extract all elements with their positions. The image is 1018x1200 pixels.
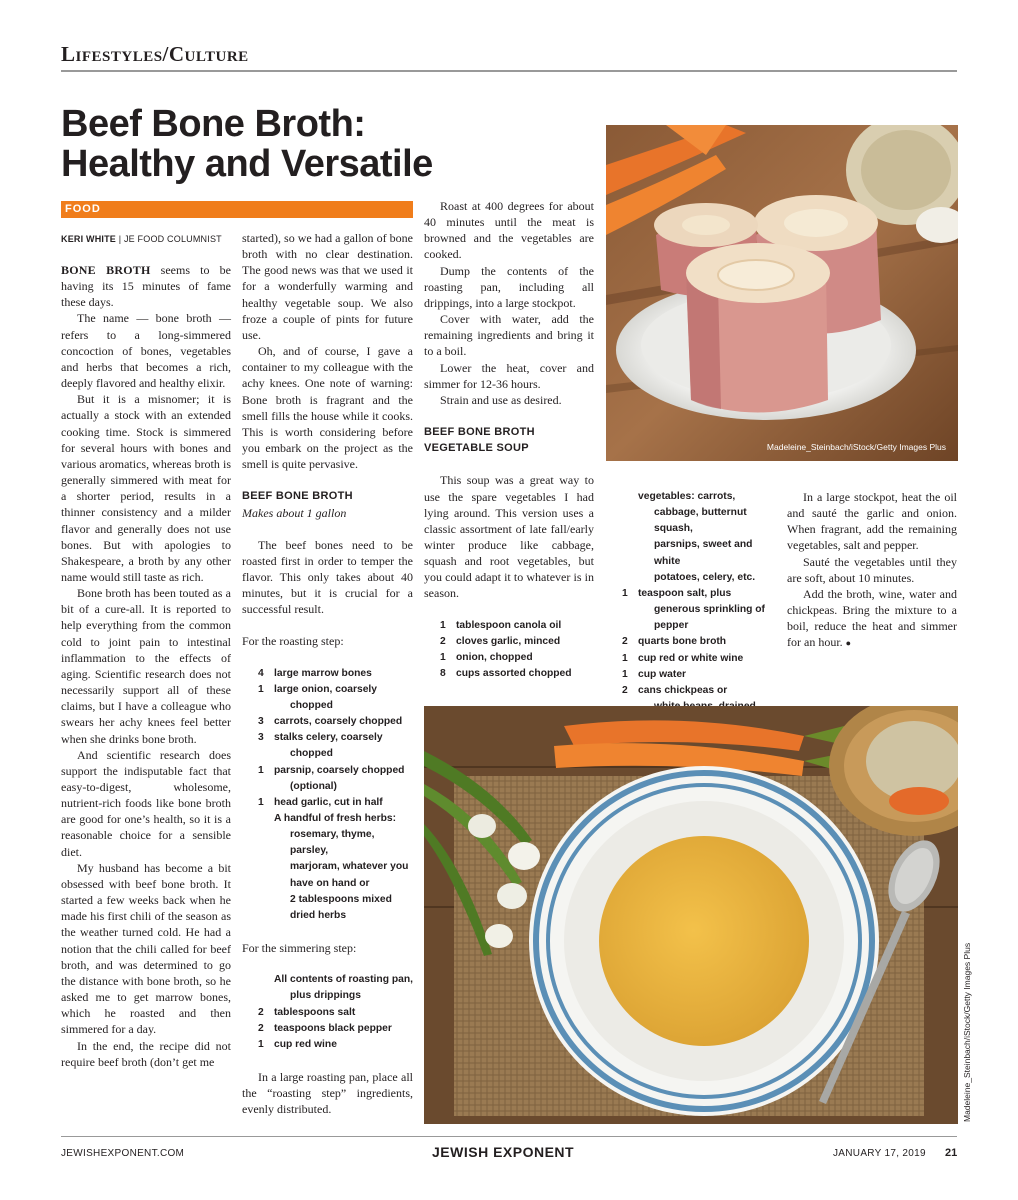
- ingredient-text: plus drippings: [290, 990, 361, 1002]
- marrow-bones-illustration: [606, 125, 958, 461]
- ingredient-line: [622, 683, 778, 699]
- ingredient-quantity: 3: [258, 732, 264, 744]
- article-headline: [61, 104, 581, 184]
- ingredient-line: [258, 746, 413, 762]
- ingredient-line: [622, 602, 778, 618]
- page-number: 21: [945, 1147, 958, 1159]
- paragraph: started), so we had a gallon of bone broth with no clear destination. The good news was that we used it for a wonderfully warming and healthy vegetable soup. We also froze a couple of pints for future use.: [242, 231, 413, 342]
- ingredient-text: chopped: [290, 699, 333, 711]
- ingredient-line: [258, 876, 413, 892]
- recipe-title: BEEF BONE BROTH: [424, 426, 535, 439]
- byline-separator: |: [118, 234, 122, 244]
- ingredient-line: [258, 779, 413, 795]
- ingredient-line: [258, 730, 413, 746]
- ingredient-text: rosemary, thyme, parsley,: [290, 829, 375, 857]
- author-name: KERI WHITE: [61, 234, 116, 244]
- ingredient-quantity: 1: [622, 668, 628, 680]
- ingredient-quantity: 2: [622, 684, 628, 696]
- header-rule: [61, 70, 957, 72]
- headline-line-2: Healthy and Versatile: [61, 143, 433, 185]
- article-column-5: [787, 489, 957, 652]
- ingredient-text: All contents of roasting pan,: [274, 974, 414, 986]
- ingredient-text: stalks celery, coarsely: [274, 732, 383, 744]
- ingredient-quantity: [622, 618, 638, 634]
- ingredient-text: (optional): [290, 780, 337, 792]
- ingredient-quantity: [258, 972, 274, 988]
- ingredient-line: [622, 586, 778, 602]
- footer-rule: [61, 1136, 957, 1137]
- spacer: [242, 472, 413, 488]
- paragraph: Oh, and of course, I gave a container to my colleague with the achy knees. One note of warning: Bone broth is fragrant and the smell fills the house while it cooks. This is worth considering before you embark on the project as the smell is quite pervasive.: [242, 344, 413, 472]
- article-column-1: [61, 262, 231, 1070]
- ingredient-text: cup red or white wine: [638, 652, 744, 664]
- paragraph: Dump the contents of the roasting pan, including all drippings, into a large stockpot.: [424, 263, 594, 310]
- ingredient-line: [622, 537, 778, 569]
- paragraph: Cover with water, add the remaining ingredients and bring it to a boil.: [424, 312, 594, 359]
- ingredient-text: cup water: [638, 668, 687, 680]
- ingredient-text: have on hand or: [290, 877, 370, 889]
- ingredient-text: tablespoon canola oil: [456, 619, 562, 631]
- paragraph: In a large stockpot, heat the oil and sauté the garlic and onion. When fragrant, add the remaining vegetables, salt and pepper.: [787, 490, 957, 553]
- end-mark: ●: [845, 638, 852, 649]
- ingredient-line: [258, 682, 413, 698]
- spacer: [424, 602, 594, 618]
- ingredient-line: [258, 1021, 413, 1037]
- ingredient-line: [622, 667, 778, 683]
- article-column-4: [622, 489, 778, 715]
- ingredient-quantity: [258, 908, 274, 924]
- spacer: [424, 456, 594, 472]
- recipe-yield: Makes about 1 gallon: [242, 505, 347, 520]
- paragraph: Sauté the vegetables until they are soft, about 10 minutes.: [787, 554, 957, 585]
- ingredient-list: [242, 666, 413, 925]
- ingredient-line: [622, 651, 778, 667]
- ingredient-quantity: 2: [440, 635, 446, 647]
- ingredient-text: parsnips, sweet and white: [654, 539, 753, 567]
- ingredient-quantity: 2: [622, 636, 628, 648]
- ingredient-line: [258, 1037, 413, 1053]
- ingredient-text: cloves garlic, minced: [456, 635, 561, 647]
- paragraph: Roast at 400 degrees for about 40 minutes until the meat is browned and the vegetables are cooked.: [424, 199, 594, 262]
- ingredient-quantity: [258, 892, 274, 908]
- author-role: JE FOOD COLUMNIST: [123, 234, 222, 244]
- ingredient-quantity: [258, 876, 274, 892]
- ingredient-line: [622, 505, 778, 537]
- simmering-label: For the simmering step:: [242, 941, 357, 956]
- ingredient-text: large marrow bones: [274, 667, 372, 679]
- ingredient-text: potatoes, celery, etc.: [654, 571, 756, 583]
- ingredient-text: parsnip, coarsely chopped: [274, 764, 405, 776]
- ingredient-quantity: 1: [258, 683, 264, 695]
- ingredient-line: [258, 1005, 413, 1021]
- ingredient-text: chopped: [290, 748, 333, 760]
- ingredient-line: [258, 666, 413, 682]
- paragraph-text: seems to be having its 15 minutes of fame these days.: [61, 263, 231, 310]
- ingredient-quantity: 3: [258, 716, 264, 728]
- ingredient-line: [622, 618, 778, 634]
- ingredient-quantity: [622, 505, 638, 537]
- ingredient-quantity: 2: [258, 1006, 264, 1018]
- ingredient-text: generous sprinkling of: [654, 604, 765, 616]
- ingredient-text: cup red wine: [274, 1038, 337, 1050]
- ingredient-text: cans chickpeas or: [638, 684, 728, 696]
- ingredient-quantity: 1: [622, 652, 628, 664]
- ingredient-list: [622, 489, 778, 715]
- paragraph: In a large roasting pan, place all the “roasting step” ingredients, evenly distributed.: [242, 1070, 413, 1117]
- paragraph: Strain and use as desired.: [440, 392, 562, 407]
- paragraph: The name — bone broth — refers to a long-simmered concoction of bones, vegetables and herbs that becomes a rich, deeply flavored and healthy elixir.: [61, 311, 231, 391]
- paragraph: In the end, the recipe did not require beef broth (don’t get me: [61, 1038, 231, 1069]
- paragraph: Lower the heat, cover and simmer for 12-36 hours.: [424, 360, 594, 391]
- ingredient-line: [622, 489, 778, 505]
- ingredient-quantity: [258, 698, 274, 714]
- ingredient-quantity: 4: [258, 667, 264, 679]
- lead-in: BONE BROTH: [61, 263, 151, 277]
- footer-publication: JEWISH EXPONENT: [432, 1144, 575, 1160]
- ingredient-line: [258, 988, 413, 1004]
- ingredient-quantity: [258, 859, 274, 875]
- ingredient-line: [440, 618, 594, 634]
- ingredient-quantity: 1: [258, 1038, 264, 1050]
- spacer: [242, 650, 413, 666]
- ingredient-text: tablespoons salt: [274, 1006, 356, 1018]
- ingredient-quantity: [622, 602, 638, 618]
- ingredient-text: pepper: [654, 620, 689, 632]
- photo-credit: Madeleine_Steinbach/iStock/Getty Images Plus: [766, 442, 946, 452]
- spacer: [242, 924, 413, 940]
- ingredient-quantity: [622, 570, 638, 586]
- section-heading: Lifestyles/Culture: [61, 42, 249, 66]
- ingredient-quantity: [622, 537, 638, 569]
- recipe-title: VEGETABLE SOUP: [424, 442, 529, 455]
- ingredient-text: dried herbs: [290, 909, 347, 921]
- spacer: [242, 956, 413, 972]
- ingredient-line: [258, 827, 413, 859]
- ingredient-line: [440, 634, 594, 650]
- ingredient-quantity: [258, 811, 274, 827]
- footer-date: JANUARY 17, 2019: [833, 1148, 926, 1159]
- ingredient-line: [440, 666, 594, 682]
- ingredient-line: [622, 570, 778, 586]
- article-column-3: [424, 198, 594, 682]
- ingredient-line: [258, 714, 413, 730]
- ingredient-quantity: [258, 988, 274, 1004]
- ingredient-text: vegetables: carrots,: [638, 491, 736, 502]
- spacer: [242, 617, 413, 633]
- article-column-2: [242, 230, 413, 1118]
- byline: [61, 234, 222, 244]
- ingredient-text: teaspoons black pepper: [274, 1022, 392, 1034]
- ingredient-text: marjoram, whatever you: [290, 861, 409, 873]
- ingredient-quantity: 2: [258, 1022, 264, 1034]
- footer-website: JEWISHEXPONENT.COM: [61, 1148, 185, 1159]
- ingredient-line: [258, 763, 413, 779]
- ingredient-text: cups assorted chopped: [456, 668, 572, 680]
- paragraph: Bone broth has been touted as a bit of a cure-all. It is reported to help everything from the common cold to joint pain to intestinal inflammation to the effects of aging. Scientific research does not necessarily support all of these claims, but I have a colleague who swears her achy knees feel better when she drinks bone broth.: [61, 586, 231, 746]
- soup-bowl-illustration: [424, 706, 958, 1124]
- recipe-title: BEEF BONE BROTH: [242, 490, 353, 503]
- ingredient-text: large onion, coarsely: [274, 683, 378, 695]
- ingredient-quantity: 1: [440, 651, 446, 663]
- ingredient-line: [258, 811, 413, 827]
- ingredient-line: [258, 859, 413, 875]
- category-bar: [61, 201, 413, 218]
- photo-credit: Madeleine_Steinbach/iStock/Getty Images Plus: [962, 942, 972, 1122]
- paragraph: [787, 586, 957, 652]
- spacer: [242, 1053, 413, 1069]
- ingredient-text: A handful of fresh herbs:: [274, 813, 397, 824]
- ingredient-quantity: [258, 746, 274, 762]
- ingredient-line: [258, 972, 413, 988]
- ingredient-line: [258, 908, 413, 924]
- paragraph-text: Add the broth, wine, water and chickpeas. Bring the mixture to a boil, reduce the heat and simmer for an hour.: [787, 586, 957, 650]
- paragraph: And scientific research does support the indisputable fact that easy-to-digest, wholesome, nutrient-rich foods like bone broth are good for one’s health, so it is a reasonable choice for a sensible diet.: [61, 747, 231, 859]
- ingredient-line: [258, 795, 413, 811]
- ingredient-quantity: 8: [440, 668, 446, 680]
- roasting-label: For the roasting step:: [242, 634, 344, 649]
- ingredient-quantity: 1: [440, 619, 446, 631]
- ingredient-text: 2 tablespoons mixed: [290, 893, 392, 905]
- ingredient-line: [622, 634, 778, 650]
- ingredient-quantity: [622, 489, 638, 505]
- ingredient-line: [440, 650, 594, 666]
- ingredient-line: [258, 698, 413, 714]
- ingredient-quantity: 1: [258, 764, 264, 776]
- ingredient-text: head garlic, cut in half: [274, 796, 383, 808]
- paragraph: This soup was a great way to use the spare vegetables I had lying around. This version uses a classic assortment of late fall/early winter produce like cabbage, squash and root vegetables, but you could adapt it to whatever is in season.: [424, 473, 594, 601]
- category-tag: FOOD: [65, 203, 101, 215]
- paragraph: But it is a misnomer; it is actually a stock with an extended cooking time. Stock is simmered for several hours with bones and various aromatics, whereas broth is generally simmered with meat for a shorter period, results in a thinner consistency and a milder flavor and generally does not use bones. But with apologies to Shakespeare, a broth by any other name would still taste as rich.: [61, 392, 231, 584]
- ingredient-list: [424, 618, 594, 683]
- ingredient-text: quarts bone broth: [638, 636, 727, 648]
- ingredient-quantity: [258, 779, 274, 795]
- ingredient-quantity: [258, 827, 274, 859]
- paragraph: The beef bones need to be roasted first in order to temper the flavor. This only takes about 40 minutes, but it is crucial for a successful result.: [242, 537, 413, 617]
- ingredient-quantity: 1: [622, 587, 628, 599]
- paragraph: My husband has become a bit obsessed with beef bone broth. It started a few weeks back when he made his first chili of the season as the weather turned cold. He had a notion that the chili called for beef broth, and was determined to go the distance with bone broth, so he asked me to get marrow bones, which he roasted and then simmered for a day.: [61, 860, 231, 1037]
- ingredient-quantity: 1: [258, 796, 264, 808]
- ingredient-list: [242, 972, 413, 1053]
- ingredient-text: teaspoon salt, plus: [638, 587, 732, 599]
- spacer: [242, 521, 413, 537]
- ingredient-line: [258, 892, 413, 908]
- ingredient-text: carrots, coarsely chopped: [274, 716, 403, 728]
- paragraph: [61, 262, 231, 310]
- spacer: [424, 408, 594, 424]
- ingredient-text: cabbage, butternut squash,: [654, 507, 747, 535]
- ingredient-text: onion, chopped: [456, 651, 533, 663]
- headline-line-1: Beef Bone Broth:: [61, 103, 366, 145]
- soup-bowl-photo: [424, 706, 958, 1124]
- marrow-bones-photo: [606, 125, 958, 461]
